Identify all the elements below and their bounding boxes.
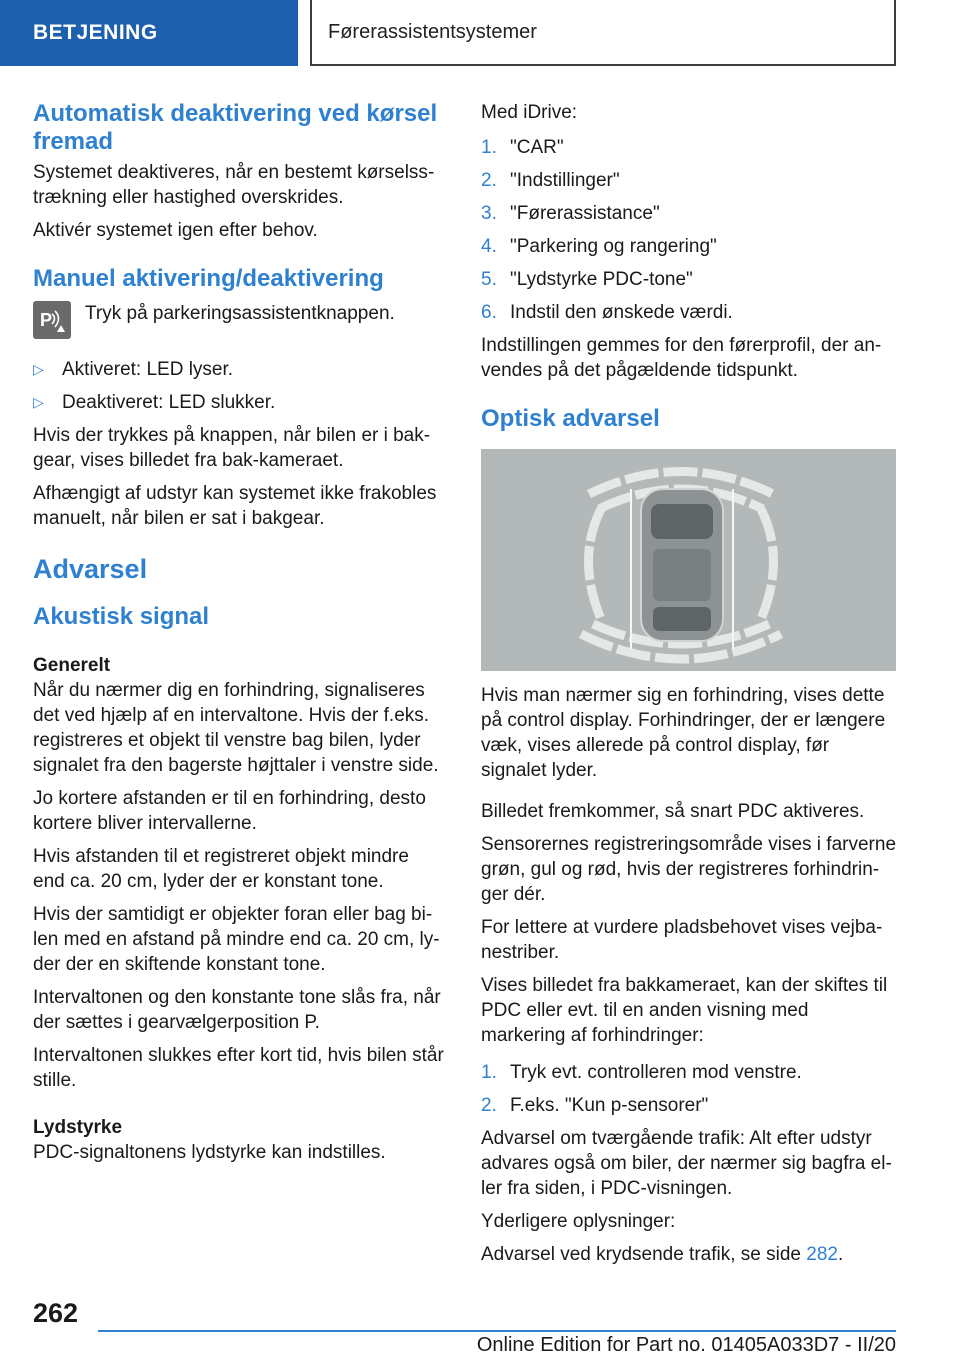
heading-manual-activation: Manuel aktivering/deaktivering <box>33 265 384 292</box>
instruction-text: Tryk på parkeringsassistentknappen. <box>85 303 395 324</box>
heading-acoustic-signal: Akustisk signal <box>33 603 210 630</box>
edition-note: Online Edition for Part no. 01405A033D7 - II/20 <box>476 1334 896 1356</box>
heading-volume: Lydstyrke <box>33 1117 123 1138</box>
paragraph: Systemet deaktiveres, når en bestemt kørselsstrækning eller hastighed overskrides. <box>33 162 435 208</box>
heading-general: Generelt <box>33 655 111 676</box>
paragraph: Intervaltonen slukkes efter kort tid, hvis bilen står stille. <box>33 1045 444 1091</box>
heading-warning: Advarsel <box>33 554 148 584</box>
paragraph: Når du nærmer dig en forhindring, signaliseres det ved hjælp af en intervaltone. Hvis der f.eks. registreres et objekt til venstre bag bilen, lyder signalet fra den bagerste højttaler i venstre side. <box>33 680 439 776</box>
page-link[interactable]: 282 <box>806 1244 838 1265</box>
svg-text:P: P <box>40 310 53 330</box>
list-item: 2. "Indstillinger" <box>481 170 620 191</box>
paragraph: Yderligere oplysninger: <box>481 1211 676 1232</box>
list-item: 2. F.eks. "Kun p-sensorer" <box>481 1095 709 1116</box>
chapter-title: Førerassistentsystemer <box>310 0 896 66</box>
list-item: 4. "Parkering og rangering" <box>481 236 717 257</box>
list-item: 5. "Lydstyrke PDC-tone" <box>481 269 693 290</box>
cross-reference: Advarsel ved krydsende trafik, se side 282. <box>481 1244 844 1265</box>
button-instruction <box>33 301 445 339</box>
paragraph: Jo kortere afstanden er til en forhindring, desto kortere bliver intervallerne. <box>33 788 426 834</box>
display-switch-steps <box>481 1060 896 1118</box>
paragraph: Med iDrive: <box>481 102 578 123</box>
triangle-bullet-icon: ▷ <box>33 394 44 410</box>
paragraph: Sensorernes registreringsområde vises i farverne grøn, gul og rød, hvis der registreres forhindringer dér. <box>481 834 897 905</box>
list-item: ▷ Aktiveret: LED lyser. <box>33 359 234 380</box>
parking-assist-button-icon <box>33 301 71 339</box>
paragraph: Billedet fremkommer, så snart PDC aktiveres. <box>481 801 865 822</box>
heading-auto-deactivation: Automatisk deaktivering ved kørsel fremad <box>33 100 438 155</box>
page-header <box>0 0 960 66</box>
led-status-list <box>33 357 445 415</box>
right-column <box>481 100 896 1275</box>
page-number: 262 <box>33 1298 79 1328</box>
paragraph: Hvis der samtidigt er objekter foran eller bag bilen med en afstand på mindre end ca. 20 cm, lyder der en skiftende konstant tone. <box>33 904 440 975</box>
list-item: 1. "CAR" <box>481 137 564 158</box>
paragraph: Hvis der trykkes på knappen, når bilen er i bakgear, vises billedet fra bak-kameraet. <box>33 425 431 471</box>
list-item: 3. "Førerassistance" <box>481 203 660 224</box>
list-item: 6. Indstil den ønskede værdi. <box>481 302 733 323</box>
list-item: 1. Tryk evt. controlleren mod venstre. <box>481 1062 802 1083</box>
paragraph: Vises billedet fra bakkameraet, kan der skiftes til PDC eller evt. til en anden visning med markering af forhindringer: <box>481 975 888 1046</box>
triangle-bullet-icon: ▷ <box>33 361 44 377</box>
pdc-display-image <box>481 449 896 671</box>
footer-divider <box>98 1330 896 1332</box>
idrive-steps <box>481 135 896 325</box>
paragraph: For lettere at vurdere pladsbehovet vises vejbanestriber. <box>481 917 883 963</box>
left-column <box>33 100 445 1173</box>
section-label: BETJENING <box>0 0 298 66</box>
paragraph: Hvis man nærmer sig en forhindring, vises dette på control display. Forhindringer, der er længere væk, vises allerede på control display, før signalet lyder. <box>481 685 886 781</box>
list-item: ▷ Deaktiveret: LED slukker. <box>33 392 276 413</box>
paragraph: Intervaltonen og den konstante tone slås fra, når der sættes i gearvælgerposition P. <box>33 987 441 1033</box>
paragraph: Afhængigt af udstyr kan systemet ikke frakobles manuelt, når bilen er sat i bakgear. <box>33 483 437 529</box>
paragraph: Hvis afstanden til et registreret objekt mindre end ca. 20 cm, lyder der er konstant tone. <box>33 846 409 892</box>
heading-optical-warning: Optisk advarsel <box>481 405 660 432</box>
paragraph: PDC-signaltonens lydstyrke kan indstilles. <box>33 1142 386 1163</box>
paragraph: Aktivér systemet igen efter behov. <box>33 220 318 241</box>
paragraph: Indstillingen gemmes for den førerprofil, der anvendes på det pågældende tidspunkt. <box>481 335 882 381</box>
paragraph: Advarsel om tværgående trafik: Alt efter udstyr advares også om biler, der nærmer sig bagfra eller fra siden, i PDC-visningen. <box>481 1128 892 1199</box>
